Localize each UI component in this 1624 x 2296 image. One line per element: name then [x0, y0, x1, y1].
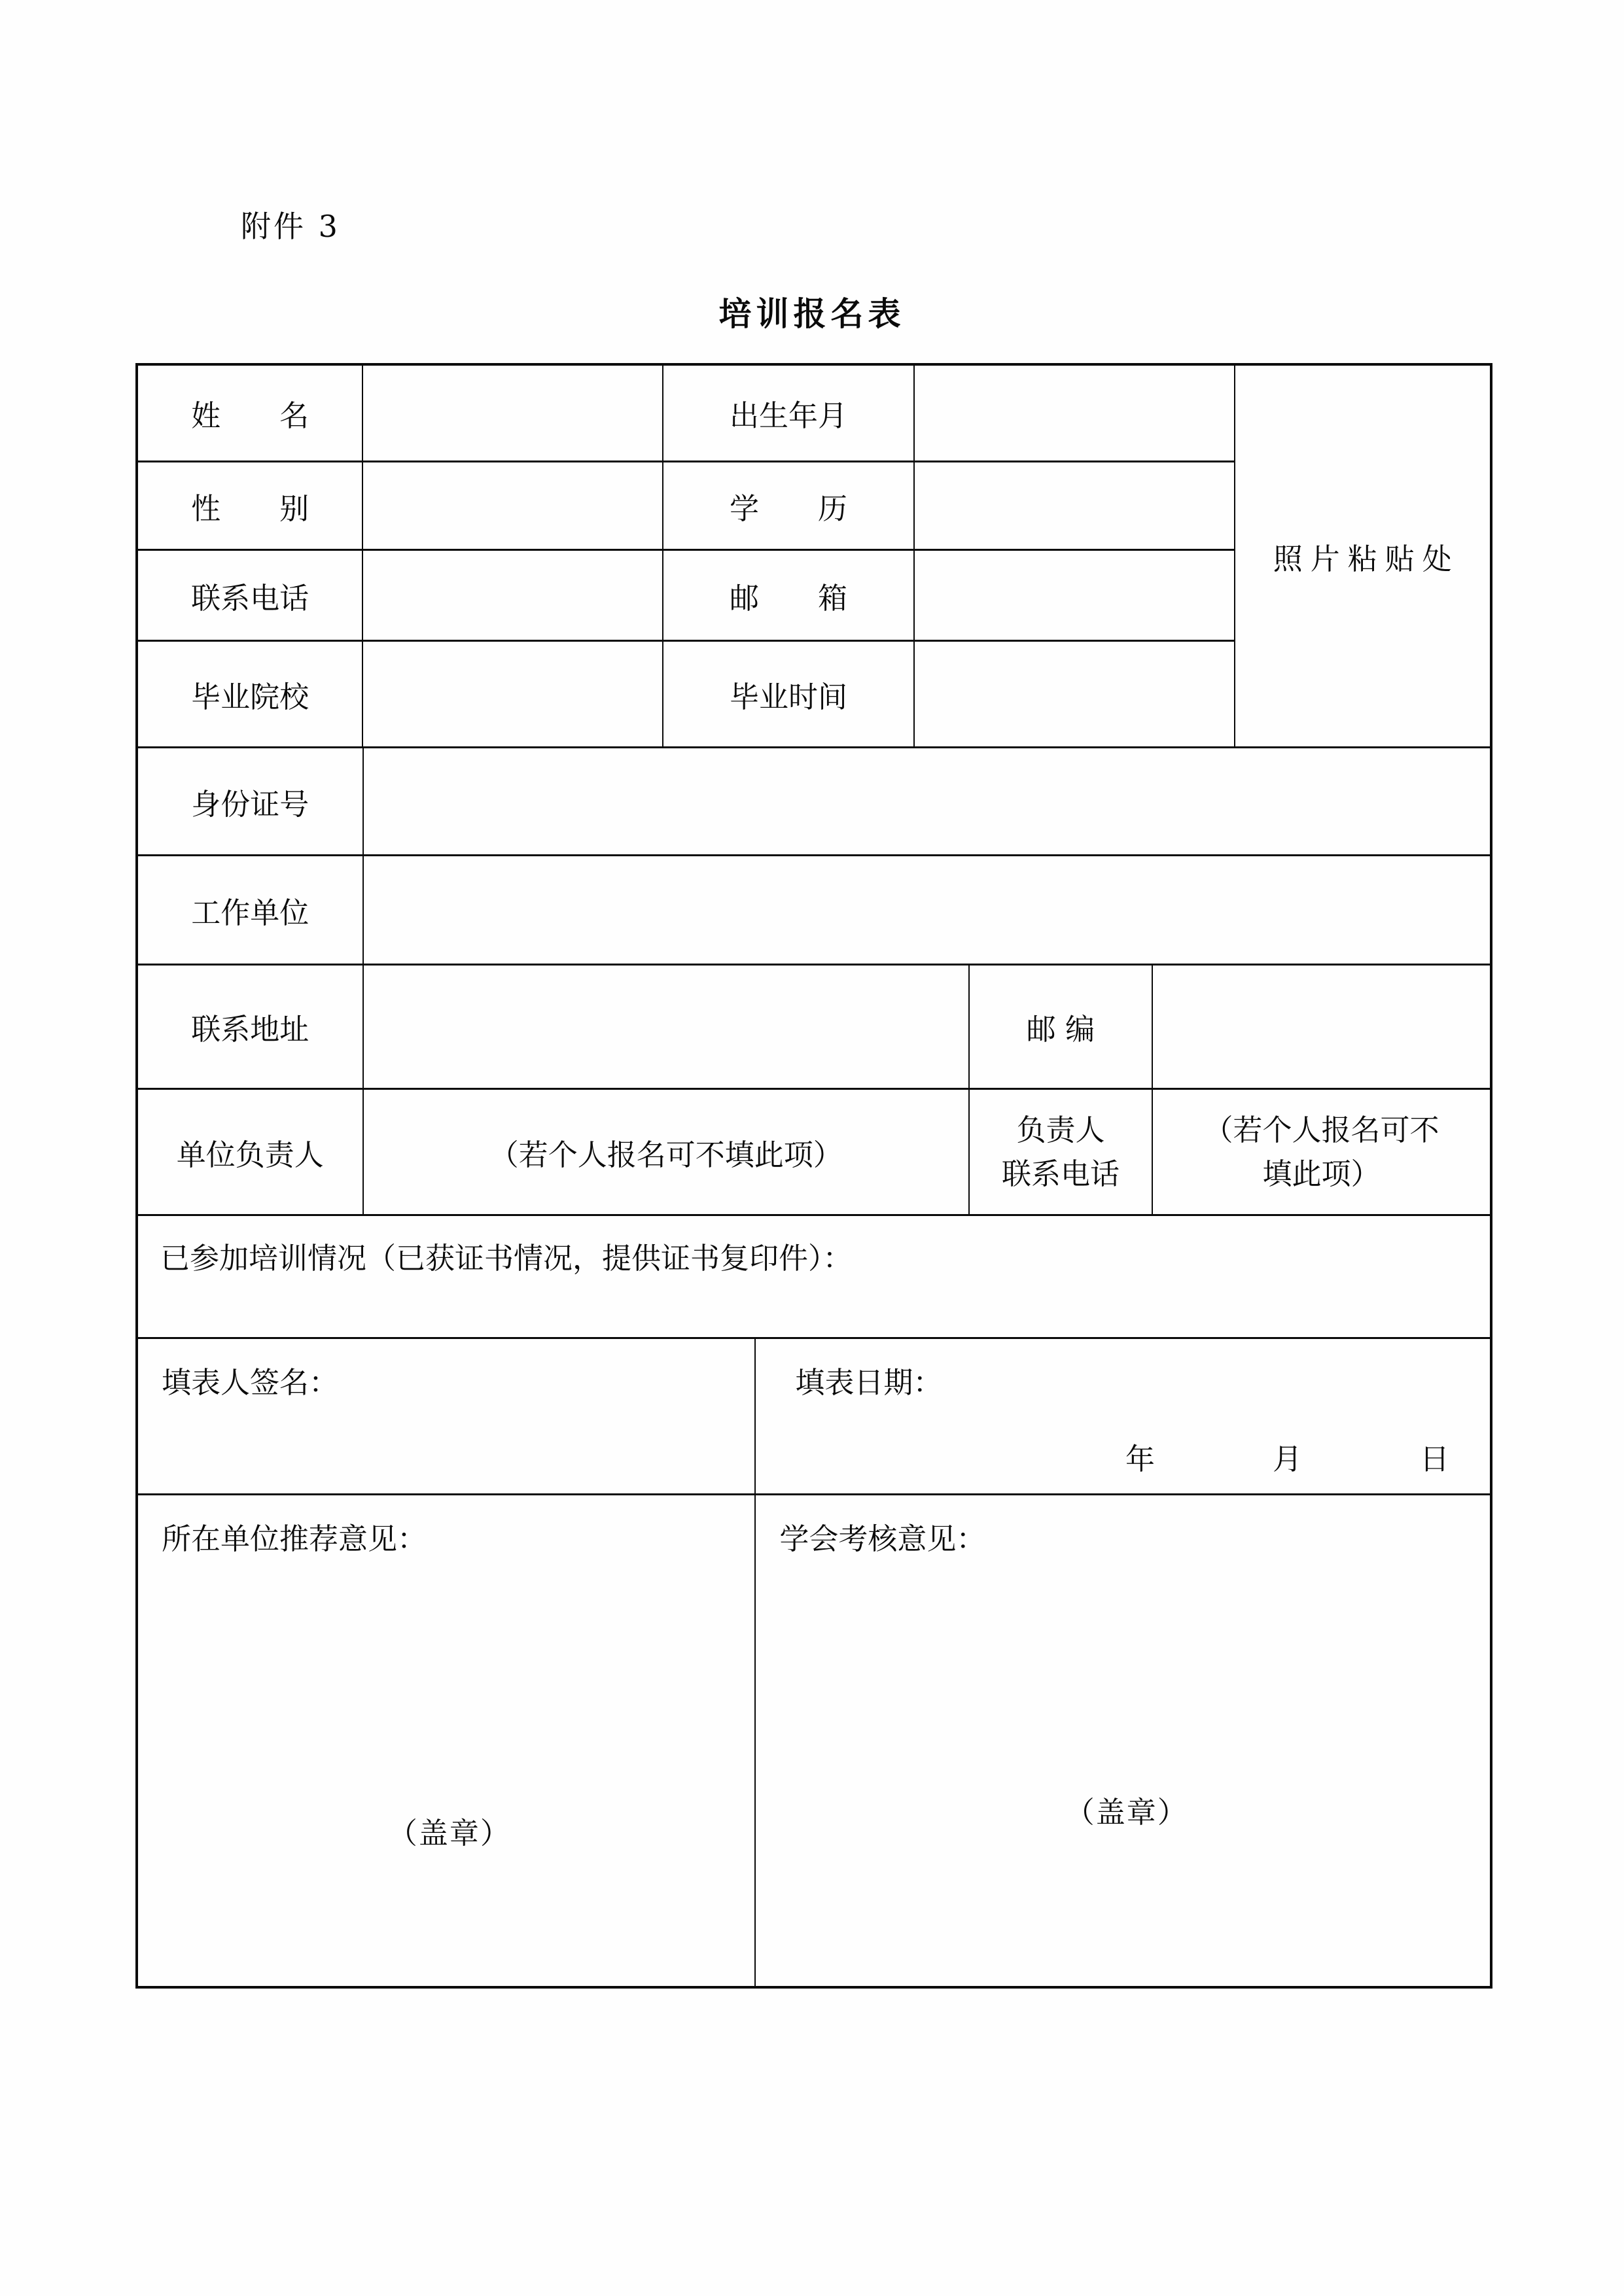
phone-input-cell[interactable]	[363, 551, 663, 640]
unit-head-label: 单位负责人	[138, 1090, 364, 1214]
training-history-label: 已参加培训情况（已获证书情况，提供证书复印件）：	[160, 1241, 853, 1276]
table-row	[138, 1090, 1490, 1216]
birth-date-input-cell[interactable]	[915, 366, 1233, 461]
society-opinion-cell[interactable]	[756, 1495, 1490, 1986]
table-row	[138, 965, 1490, 1090]
gender-input-cell[interactable]	[363, 462, 663, 549]
table-row	[138, 642, 1234, 746]
name-input-cell[interactable]	[363, 366, 663, 461]
head-phone-note	[1153, 1090, 1490, 1214]
address-label: 联系地址	[138, 965, 364, 1088]
table-row	[138, 1216, 1490, 1339]
table-row	[138, 366, 1234, 462]
table-row	[138, 1495, 1490, 1986]
table-row	[138, 551, 1234, 642]
graduation-time-input-cell[interactable]	[915, 642, 1233, 746]
address-input-cell[interactable]	[364, 965, 970, 1088]
name-label: 姓 名	[138, 366, 363, 461]
personal-info-block	[138, 366, 1490, 748]
signature-cell[interactable]	[138, 1339, 756, 1493]
society-stamp-placeholder: （盖章）	[1065, 1795, 1188, 1830]
id-number-input-cell[interactable]	[364, 748, 1490, 854]
postcode-input-cell[interactable]	[1153, 965, 1490, 1088]
table-row	[138, 462, 1234, 551]
table-row	[138, 1339, 1490, 1495]
page-title: 培训报名表	[718, 294, 906, 333]
attachment-label: 附件 3	[241, 209, 340, 244]
society-opinion-label: 学会考核意见：	[779, 1522, 986, 1556]
head-phone-label-line1: 负责人	[1016, 1112, 1105, 1147]
unit-head-note: （若个人报名可不填此项）	[364, 1090, 970, 1214]
email-label: 邮 箱	[663, 551, 915, 640]
photo-paste-area: 照片粘贴处	[1273, 541, 1460, 576]
id-number-label: 身份证号	[138, 748, 364, 854]
table-row	[138, 856, 1490, 965]
year-month-day-line: 年 月 日	[1125, 1442, 1449, 1476]
unit-stamp-placeholder: （盖章）	[387, 1816, 511, 1851]
unit-opinion-label: 所在单位推荐意见：	[162, 1522, 427, 1556]
education-label: 学 历	[663, 462, 915, 549]
birth-date-label: 出生年月	[663, 366, 915, 461]
fill-date-cell[interactable]	[756, 1339, 1490, 1493]
postcode-label: 邮 编	[970, 965, 1153, 1088]
phone-label: 联系电话	[138, 551, 363, 640]
work-unit-input-cell[interactable]	[364, 856, 1490, 964]
training-history-cell[interactable]	[138, 1216, 1490, 1337]
registration-form-table	[135, 363, 1492, 1989]
school-label: 毕业院校	[138, 642, 363, 746]
email-input-cell[interactable]	[915, 551, 1233, 640]
head-phone-note-line1: （若个人报名可不	[1203, 1112, 1439, 1147]
gender-label: 性 别	[138, 462, 363, 549]
education-input-cell[interactable]	[915, 462, 1233, 549]
work-unit-label: 工作单位	[138, 856, 364, 964]
school-input-cell[interactable]	[363, 642, 663, 746]
table-row	[138, 748, 1490, 856]
signature-label: 填表人签名：	[162, 1365, 339, 1400]
unit-opinion-cell[interactable]	[138, 1495, 756, 1986]
personal-info-grid	[138, 366, 1235, 746]
head-phone-label	[970, 1090, 1153, 1214]
fill-date-label: 填表日期：	[795, 1365, 943, 1400]
head-phone-note-line2: 填此项）	[1262, 1157, 1381, 1191]
graduation-time-label: 毕业时间	[663, 642, 915, 746]
head-phone-label-line2: 联系电话	[1001, 1157, 1120, 1191]
